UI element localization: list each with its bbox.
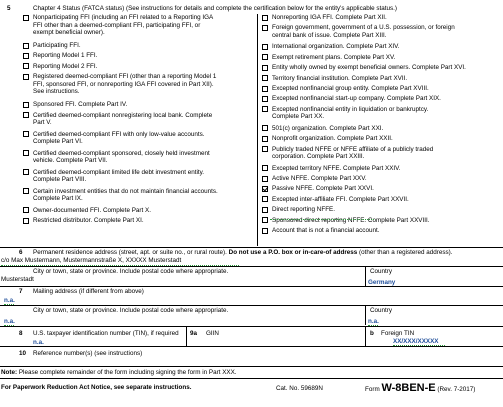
tin-label: U.S. taxpayer identification number (TIN), if required: [33, 330, 179, 337]
right-option-label-17: Sponsored direct reporting NFFE. Complete Part XXVIII.: [272, 216, 430, 224]
right-checkbox-3[interactable]: [262, 54, 268, 60]
left-option-label-4: Registered deemed-compliant FFI (other than a reporting Model 1 FFI, sponsored FFI, or nonreporting IGA FFI covered in Part XII). See instructions.: [33, 73, 217, 96]
right-option-label-13: Active NFFE. Complete Part XXV.: [272, 175, 367, 182]
right-option-label-10: Nonprofit organization. Complete Part XXII.: [272, 135, 393, 143]
right-option-label-12: Excepted territory NFFE. Complete Part XXIV.: [272, 164, 401, 172]
right-checkbox-2[interactable]: [262, 44, 268, 50]
right-checkbox-18[interactable]: [262, 228, 268, 234]
left-checkbox-12[interactable]: [23, 218, 29, 224]
right-checkbox-8[interactable]: [262, 106, 268, 112]
right-option-label-5: Territory financial institution. Complete Part XVII.: [272, 74, 408, 82]
line-6-number: 6: [19, 249, 23, 256]
foreign-tin-field[interactable]: XX/XXX/XXXXX: [393, 338, 439, 345]
giin-label: GIIN: [206, 330, 219, 337]
line-5-number: 5: [7, 5, 11, 12]
right-option-label-4: Entity wholly owned by exempt beneficial owners. Complete Part XVI.: [272, 64, 466, 72]
ftin-divider: [365, 326, 366, 346]
right-option-label-14: Passive NFFE. Complete Part XXVI.: [272, 185, 374, 193]
left-option-label-3: Reporting Model 2 FFI.: [33, 62, 98, 70]
left-option-label-5: Sponsored FFI. Complete Part IV.: [33, 101, 128, 109]
catalog-number: Cat. No. 59689N: [276, 385, 323, 392]
right-checkbox-5[interactable]: [262, 75, 268, 81]
line-7-number: 7: [19, 288, 23, 295]
right-checkbox-0[interactable]: [262, 15, 268, 21]
right-option-label-16: Direct reporting NFFE.: [272, 206, 335, 214]
mailing-country-divider: [365, 305, 366, 325]
line-8-number: 8: [19, 330, 23, 337]
right-checkbox-6[interactable]: [262, 86, 268, 92]
mailing-address-field[interactable]: n.a.: [4, 297, 15, 304]
left-checkbox-3[interactable]: [23, 63, 29, 69]
country-divider: [365, 266, 366, 286]
right-checkbox-1[interactable]: [262, 25, 268, 31]
left-checkbox-11[interactable]: [23, 207, 29, 213]
left-checkbox-10[interactable]: [23, 188, 29, 194]
left-checkbox-8[interactable]: [23, 150, 29, 156]
left-option-label-6: Certified deemed-compliant nonregistering local bank. Complete Part V.: [33, 111, 213, 127]
giin-divider: [186, 326, 187, 346]
left-checkbox-1[interactable]: [23, 43, 29, 49]
city-field[interactable]: Musterstadt: [1, 276, 34, 283]
right-option-label-6: Excepted nonfinancial group entity. Complete Part XVIII.: [272, 85, 429, 92]
right-checkbox-4[interactable]: [262, 65, 268, 71]
left-checkbox-9[interactable]: [23, 169, 29, 175]
country-field[interactable]: Germany: [368, 279, 396, 286]
left-checkbox-4[interactable]: [23, 74, 29, 80]
footer-notice: For Paperwork Reduction Act Notice, see separate instructions.: [1, 384, 192, 391]
right-checkbox-10[interactable]: [262, 136, 268, 142]
right-option-label-1: Foreign government, government of a U.S. possession, or foreign central bank of issue. Complete Part XIII.: [272, 24, 455, 39]
divider-6b: [0, 266, 503, 267]
reference-label: Reference number(s) (see instructions): [33, 350, 143, 357]
line-6-label: Permanent residence address (street, apt. or suite no., or rural route). Do not use a P.O. box or in-care-of address (other than a registered address).: [33, 249, 453, 256]
left-checkbox-6[interactable]: [23, 112, 29, 118]
left-checkbox-5[interactable]: [23, 102, 29, 108]
right-checkbox-16[interactable]: [262, 207, 268, 213]
right-option-label-15: Excepted inter-affiliate FFI. Complete Part XXVII.: [272, 195, 409, 203]
right-option-label-7: Excepted nonfinancial start-up company. Complete Part XIX.: [272, 95, 441, 103]
right-checkbox-17[interactable]: [262, 217, 268, 223]
right-checkbox-14[interactable]: [262, 186, 268, 192]
column-divider: [257, 14, 258, 246]
right-option-label-3: Exempt retirement plans. Complete Part XV.: [272, 53, 396, 61]
mailing-address-label: Mailing address (if different from above): [33, 288, 144, 295]
left-option-label-11: Owner-documented FFI. Complete Part X.: [33, 206, 151, 214]
right-checkbox-7[interactable]: [262, 96, 268, 102]
left-option-label-2: Reporting Model 1 FFI.: [33, 52, 98, 60]
right-option-label-11: Publicly traded NFFE or NFFE affiliate of a publicly traded corporation. Complete Part XXIII.: [272, 145, 434, 161]
right-checkbox-15[interactable]: [262, 196, 268, 202]
line-5-header: Chapter 4 Status (FATCA status) (See instructions for details and complete the certification below for the entity's applicable status.): [33, 5, 398, 12]
divider-10: [0, 346, 503, 347]
footer-rule: [0, 378, 503, 379]
mailing-city-label: City or town, state or province. Include postal code where appropriate.: [33, 307, 229, 314]
form-id: Form W-8BEN-E (Rev. 7-2017): [365, 382, 476, 394]
left-checkbox-7[interactable]: [23, 131, 29, 137]
tin-field[interactable]: n.a.: [33, 339, 44, 346]
divider-8: [0, 326, 503, 327]
note-text: Note: Please complete remainder of the form including signing the form in Part XXX.: [1, 369, 237, 376]
right-option-label-8: Excepted nonfinancial entity in liquidation or bankruptcy. Complete Part XX.: [272, 105, 429, 121]
right-option-label-2: International organization. Complete Part XIV.: [272, 43, 400, 51]
left-option-label-8: Certified deemed-compliant sponsored, closely held investment vehicle. Complete Part VII.: [33, 149, 210, 165]
city-label: City or town, state or province. Include postal code where appropriate.: [33, 268, 229, 275]
left-option-label-1: Participating FFI.: [33, 42, 81, 49]
right-checkbox-9[interactable]: [262, 125, 268, 131]
divider-note: [0, 366, 503, 367]
right-option-label-9: 501(c) organization. Complete Part XXI.: [272, 124, 384, 132]
left-option-label-0: Nonparticipating FFI (including an FFI related to a Reporting IGA FFI other than a deemed-compliant FFI, participating FFI, or exempt beneficial owner).: [33, 14, 214, 37]
divider-7b: [0, 305, 503, 306]
right-checkbox-12[interactable]: [262, 165, 268, 171]
residence-address-field[interactable]: c/o Max Mustermann, Mustermannstraße X, XXXXX Musterstadt: [1, 257, 182, 264]
right-option-label-0: Nonreporting IGA FFI. Complete Part XII.: [272, 14, 387, 21]
left-option-label-12: Restricted distributor. Complete Part XI.: [33, 217, 144, 224]
passive-nffe-underline: [270, 219, 374, 220]
right-option-label-18: Account that is not a financial account.: [272, 227, 380, 234]
left-checkbox-0[interactable]: [23, 15, 29, 21]
foreign-tin-label: Foreign TIN: [381, 330, 415, 337]
divider-6: [0, 247, 503, 248]
left-option-label-10: Certain investment entities that do not maintain financial accounts. Complete Part IX.: [33, 187, 218, 203]
left-option-label-7: Certified deemed-compliant FFI with only low-value accounts. Complete Part VI.: [33, 130, 205, 146]
right-checkbox-11[interactable]: [262, 146, 268, 152]
line-10-number: 10: [19, 350, 27, 357]
line-9b-number: b: [370, 330, 374, 337]
divider-7: [0, 286, 503, 287]
left-option-label-9: Certified deemed-compliant limited life debt investment entity. Complete Part VIII.: [33, 168, 205, 184]
mailing-city-field[interactable]: n.a.: [4, 318, 15, 325]
mailing-country-label: Country: [370, 307, 393, 314]
right-checkbox-13[interactable]: [262, 176, 268, 182]
country-label: Country: [370, 268, 393, 275]
left-checkbox-2[interactable]: [23, 53, 29, 59]
line-9a-number: 9a: [190, 330, 198, 337]
mailing-country-field[interactable]: n.a.: [368, 318, 379, 325]
